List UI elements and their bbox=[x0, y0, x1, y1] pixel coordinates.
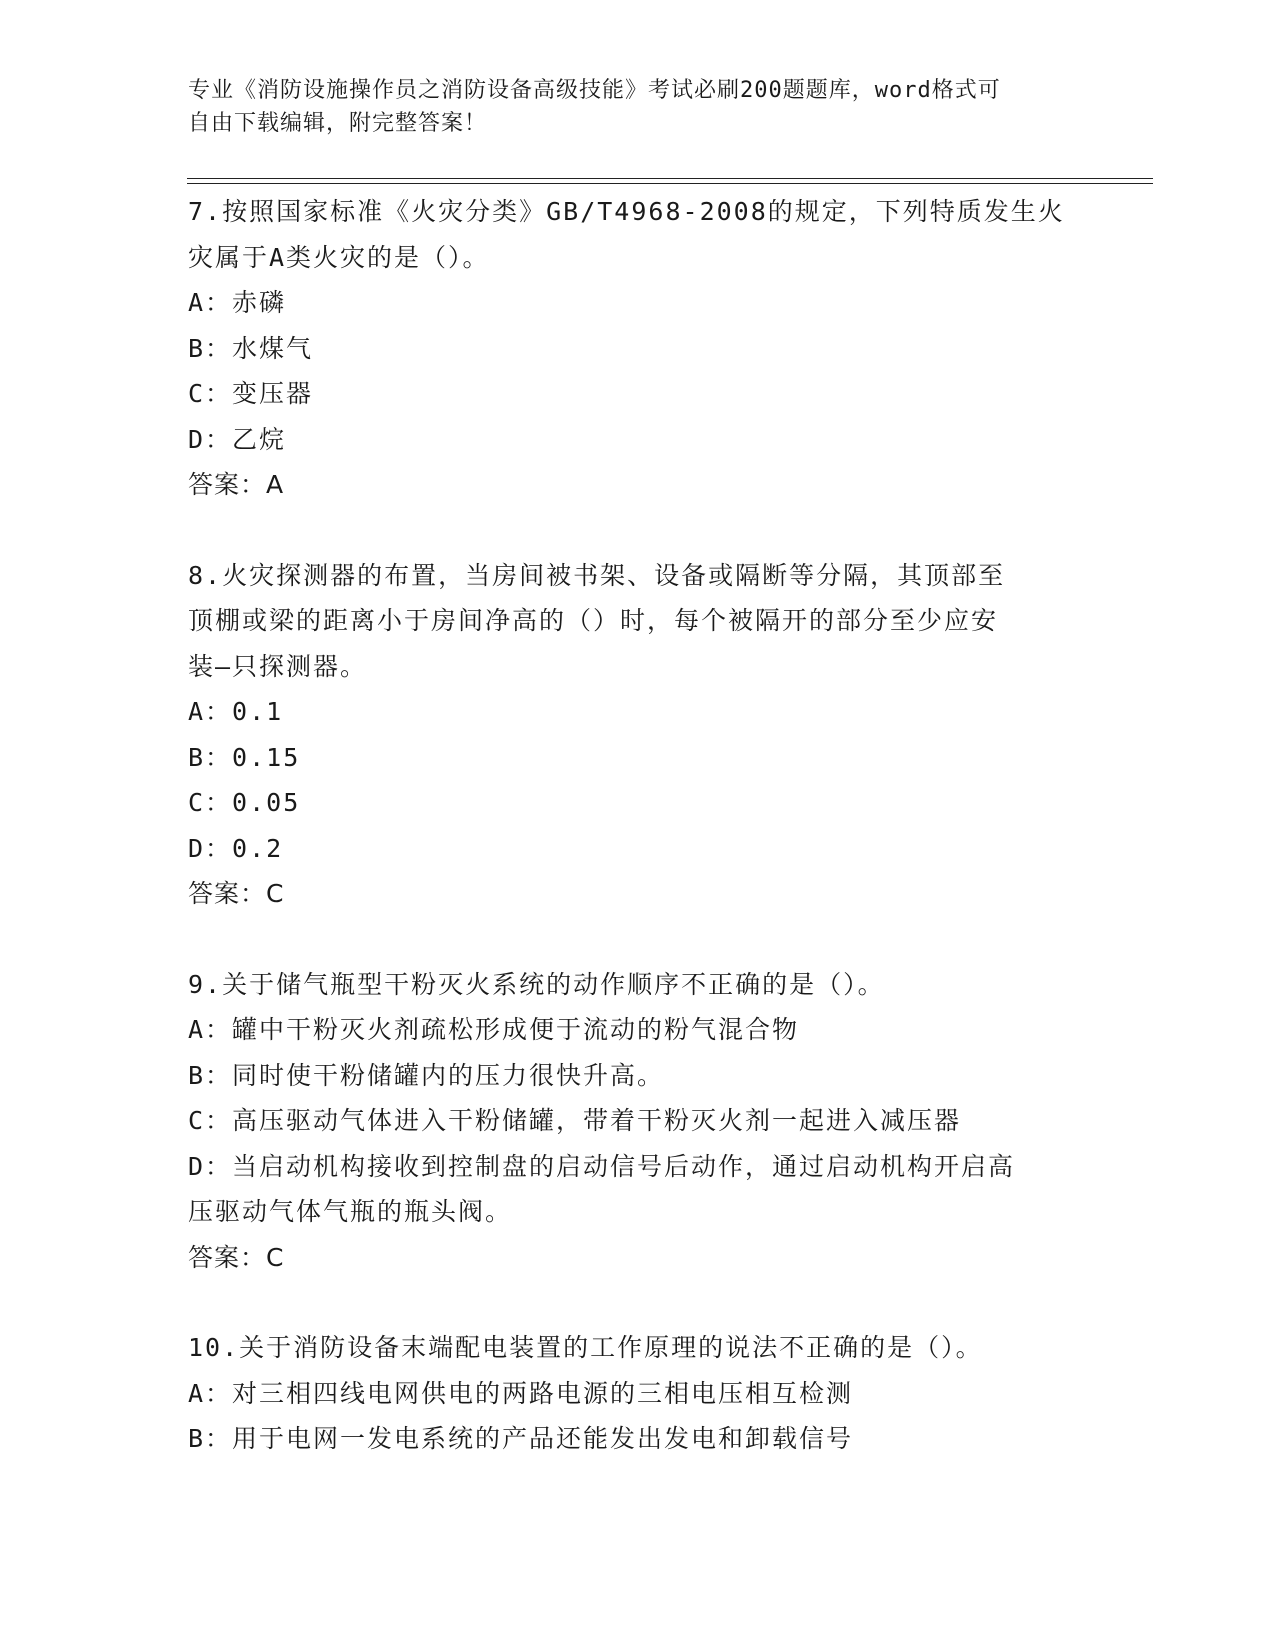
option-d-continued: 压驱动气体气瓶的瓶头阀。 bbox=[188, 1197, 513, 1226]
question-stem: 顶棚或梁的距离小于房间净高的（）时，每个被隔开的部分至少应安 bbox=[188, 606, 999, 635]
option-a: A：赤磷 bbox=[188, 288, 287, 317]
question-7 bbox=[188, 189, 1088, 508]
option-d: D：0.2 bbox=[188, 833, 284, 863]
header-line-2: 自由下载编辑，附完整答案！ bbox=[188, 111, 488, 136]
question-stem: 8.火灾探测器的布置，当房间被书架、设备或隔断等分隔，其顶部至 bbox=[188, 560, 1006, 590]
option-b: B：0.15 bbox=[188, 742, 301, 772]
question-10 bbox=[188, 1325, 1088, 1462]
question-stem: 7.按照国家标准《火灾分类》GB/T4968-2008的规定，下列特质发生火 bbox=[188, 197, 1065, 226]
option-b: B：用于电网一发电系统的产品还能发出发电和卸载信号 bbox=[188, 1424, 854, 1453]
document-header bbox=[188, 74, 1088, 140]
option-b: B：同时使干粉储罐内的压力很快升高。 bbox=[188, 1060, 665, 1090]
option-d: D：乙烷 bbox=[188, 424, 287, 454]
option-b: B：水煤气 bbox=[188, 333, 314, 363]
question-stem: 10.关于消防设备末端配电装置的工作原理的说法不正确的是（）。 bbox=[188, 1333, 983, 1362]
answer: 答案：C bbox=[188, 879, 285, 908]
header-divider-top bbox=[187, 178, 1153, 179]
option-a: A：罐中干粉灭火剂疏松形成便于流动的粉气混合物 bbox=[188, 1015, 800, 1044]
question-9 bbox=[188, 962, 1088, 1281]
question-stem: 灾属于A类火灾的是（）。 bbox=[188, 242, 490, 272]
option-c: C：高压驱动气体进入干粉储罐，带着干粉灭火剂一起进入减压器 bbox=[188, 1106, 962, 1135]
option-d: D：当启动机构接收到控制盘的启动信号后动作，通过启动机构开启高 bbox=[188, 1151, 1016, 1181]
option-c: C：变压器 bbox=[188, 379, 314, 408]
question-list bbox=[188, 189, 1088, 1507]
option-c: C：0.05 bbox=[188, 788, 301, 817]
answer: 答案：C bbox=[188, 1242, 285, 1272]
option-a: A：0.1 bbox=[188, 697, 284, 726]
header-divider-bottom bbox=[187, 183, 1153, 184]
question-8 bbox=[188, 553, 1088, 917]
answer: 答案：A bbox=[188, 470, 285, 499]
question-stem: 9.关于储气瓶型干粉灭火系统的动作顺序不正确的是（）。 bbox=[188, 969, 885, 999]
header-line-1: 专业《消防设施操作员之消防设备高级技能》考试必刷200题题库，word格式可 bbox=[188, 78, 1001, 103]
question-stem: 装—只探测器。 bbox=[188, 651, 368, 681]
option-a: A：对三相四线电网供电的两路电源的三相电压相互检测 bbox=[188, 1378, 854, 1408]
